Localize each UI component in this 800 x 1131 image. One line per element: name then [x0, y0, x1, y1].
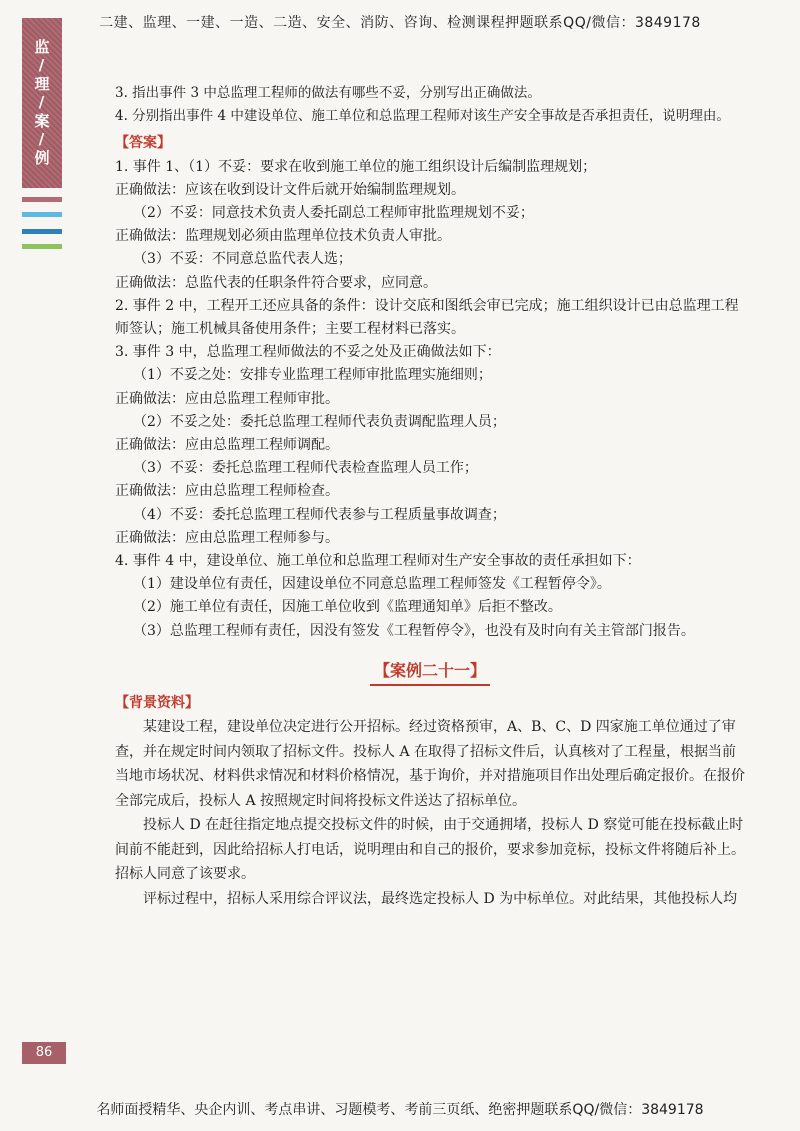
background-heading: 【背景资料】: [115, 695, 199, 712]
answer-2: 2. 事件 2 中，工程开工还应具备的条件：设计交底和图纸会审已完成；施工组织设计已由总监理工程师签认；施工机械具备使用条件；主要工程材料已落实。: [115, 297, 739, 338]
decor-stripe: [22, 197, 62, 202]
answer-3-fix-4: 正确做法：应由总监理工程师参与。: [115, 529, 339, 546]
page-number: 86: [22, 1042, 66, 1064]
answer-4-item-2: （2）施工单位有责任，因施工单位收到《监理通知单》后拒不整改。: [133, 599, 562, 616]
answer-3-item-3: （3）不妥：委托总监理工程师代表检查监理人员工作；: [133, 460, 478, 477]
side-tab: 监/理/案/例: [22, 18, 62, 188]
answer-4: 4. 事件 4 中，建设单位、施工单位和总监理工程师对生产安全事故的责任承担如下：: [115, 553, 641, 570]
bottom-banner: 名师面授精华、央企内训、考点串讲、习题模考、考前三页纸、绝密押题联系QQ/微信：3849178: [96, 1102, 704, 1118]
answer-3-fix-3: 正确做法：应由总监理工程师检查。: [115, 483, 339, 500]
answer-1-fix-1: 正确做法：应该在收到设计文件后就开始编制监理规划。: [115, 181, 465, 198]
answer-4-item-3: （3）总监理工程师有责任，因没有签发《工程暂停令》，也没有及时向有关主管部门报告。: [133, 622, 695, 639]
decor-stripe: [22, 212, 62, 217]
top-banner: 二建、监理、一建、一造、二造、安全、消防、咨询、检测课程押题联系QQ/微信：3849178: [99, 15, 701, 31]
answer-4-item-1: （1）建设单位有责任，因建设单位不同意总监理工程师签发《工程暂停令》。: [133, 576, 611, 593]
background-para-1: 某建设工程，建设单位决定进行公开招标。经过资格预审，A、B、C、D 四家施工单位通过了审查，并在规定时间内领取了招标文件。投标人 A 在取得了招标文件后，认真核对了工程量，根据当前当地市场状况、材料供求情况和材料价格情况，基于询价，并对措施项目作出处理后确定报价。在报价全部完成后，投标人 A 按照规定时间将投标文件送达了招标单位。: [115, 719, 745, 809]
answer-3-fix-1: 正确做法：应由总监理工程师审批。: [115, 390, 339, 407]
answer-3-item-2: （2）不妥之处：委托总监理工程师代表负责调配监理人员；: [133, 413, 506, 430]
question-3: 4. 分别指出事件 4 中建设单位、施工单位和总监理工程师对该生产安全事故是否承担责任，说明理由。: [115, 108, 730, 125]
answer-3-fix-2: 正确做法：应由总监理工程师调配。: [115, 437, 339, 454]
case-title-wrap: [115, 659, 745, 686]
answer-1: 1. 事件 1、（1）不妥：要求在收到施工单位的施工组织设计后编制监理规划；: [115, 158, 597, 175]
answer-3-item-4: （4）不妥：委托总监理工程师代表参与工程质量事故调查；: [133, 506, 506, 523]
page-content: [115, 82, 745, 911]
background-para-2: 投标人 D 在赶往指定地点提交投标文件的时候，由于交通拥堵，投标人 D 察觉可能在投标截止时间前不能赶到，因此给招标人打电话，说明理由和自己的报价，要求参加竞标，投标文件将随后补上。招标人同意了该要求。: [115, 817, 745, 883]
answer-1-fix-3: 正确做法：总监代表的任职条件符合要求，应同意。: [115, 274, 437, 291]
answer-1-item-2: （2）不妥：同意技术负责人委托副总工程师审批监理规划不妥；: [133, 205, 534, 222]
answer-1-item-3: （3）不妥：不同意总监代表人选；: [133, 251, 352, 268]
answer-3-item-1: （1）不妥之处：安排专业监理工程师审批监理实施细则；: [133, 367, 492, 384]
answer-heading: 【答案】: [115, 135, 171, 152]
decor-stripe: [22, 229, 62, 234]
answer-3: 3. 事件 3 中，总监理工程师做法的不妥之处及正确做法如下：: [115, 344, 501, 361]
question-2: 3. 指出事件 3 中总监理工程师的做法有哪些不妥，分别写出正确做法。: [115, 85, 541, 101]
answer-1-fix-2: 正确做法：监理规划必须由监理单位技术负责人审批。: [115, 228, 451, 245]
case-title: 【案例二十一】: [370, 659, 490, 686]
decor-stripe: [22, 244, 62, 249]
background-para-3: 评标过程中，招标人采用综合评议法，最终选定投标人 D 为中标单位。对此结果，其他投标人均: [143, 890, 738, 907]
